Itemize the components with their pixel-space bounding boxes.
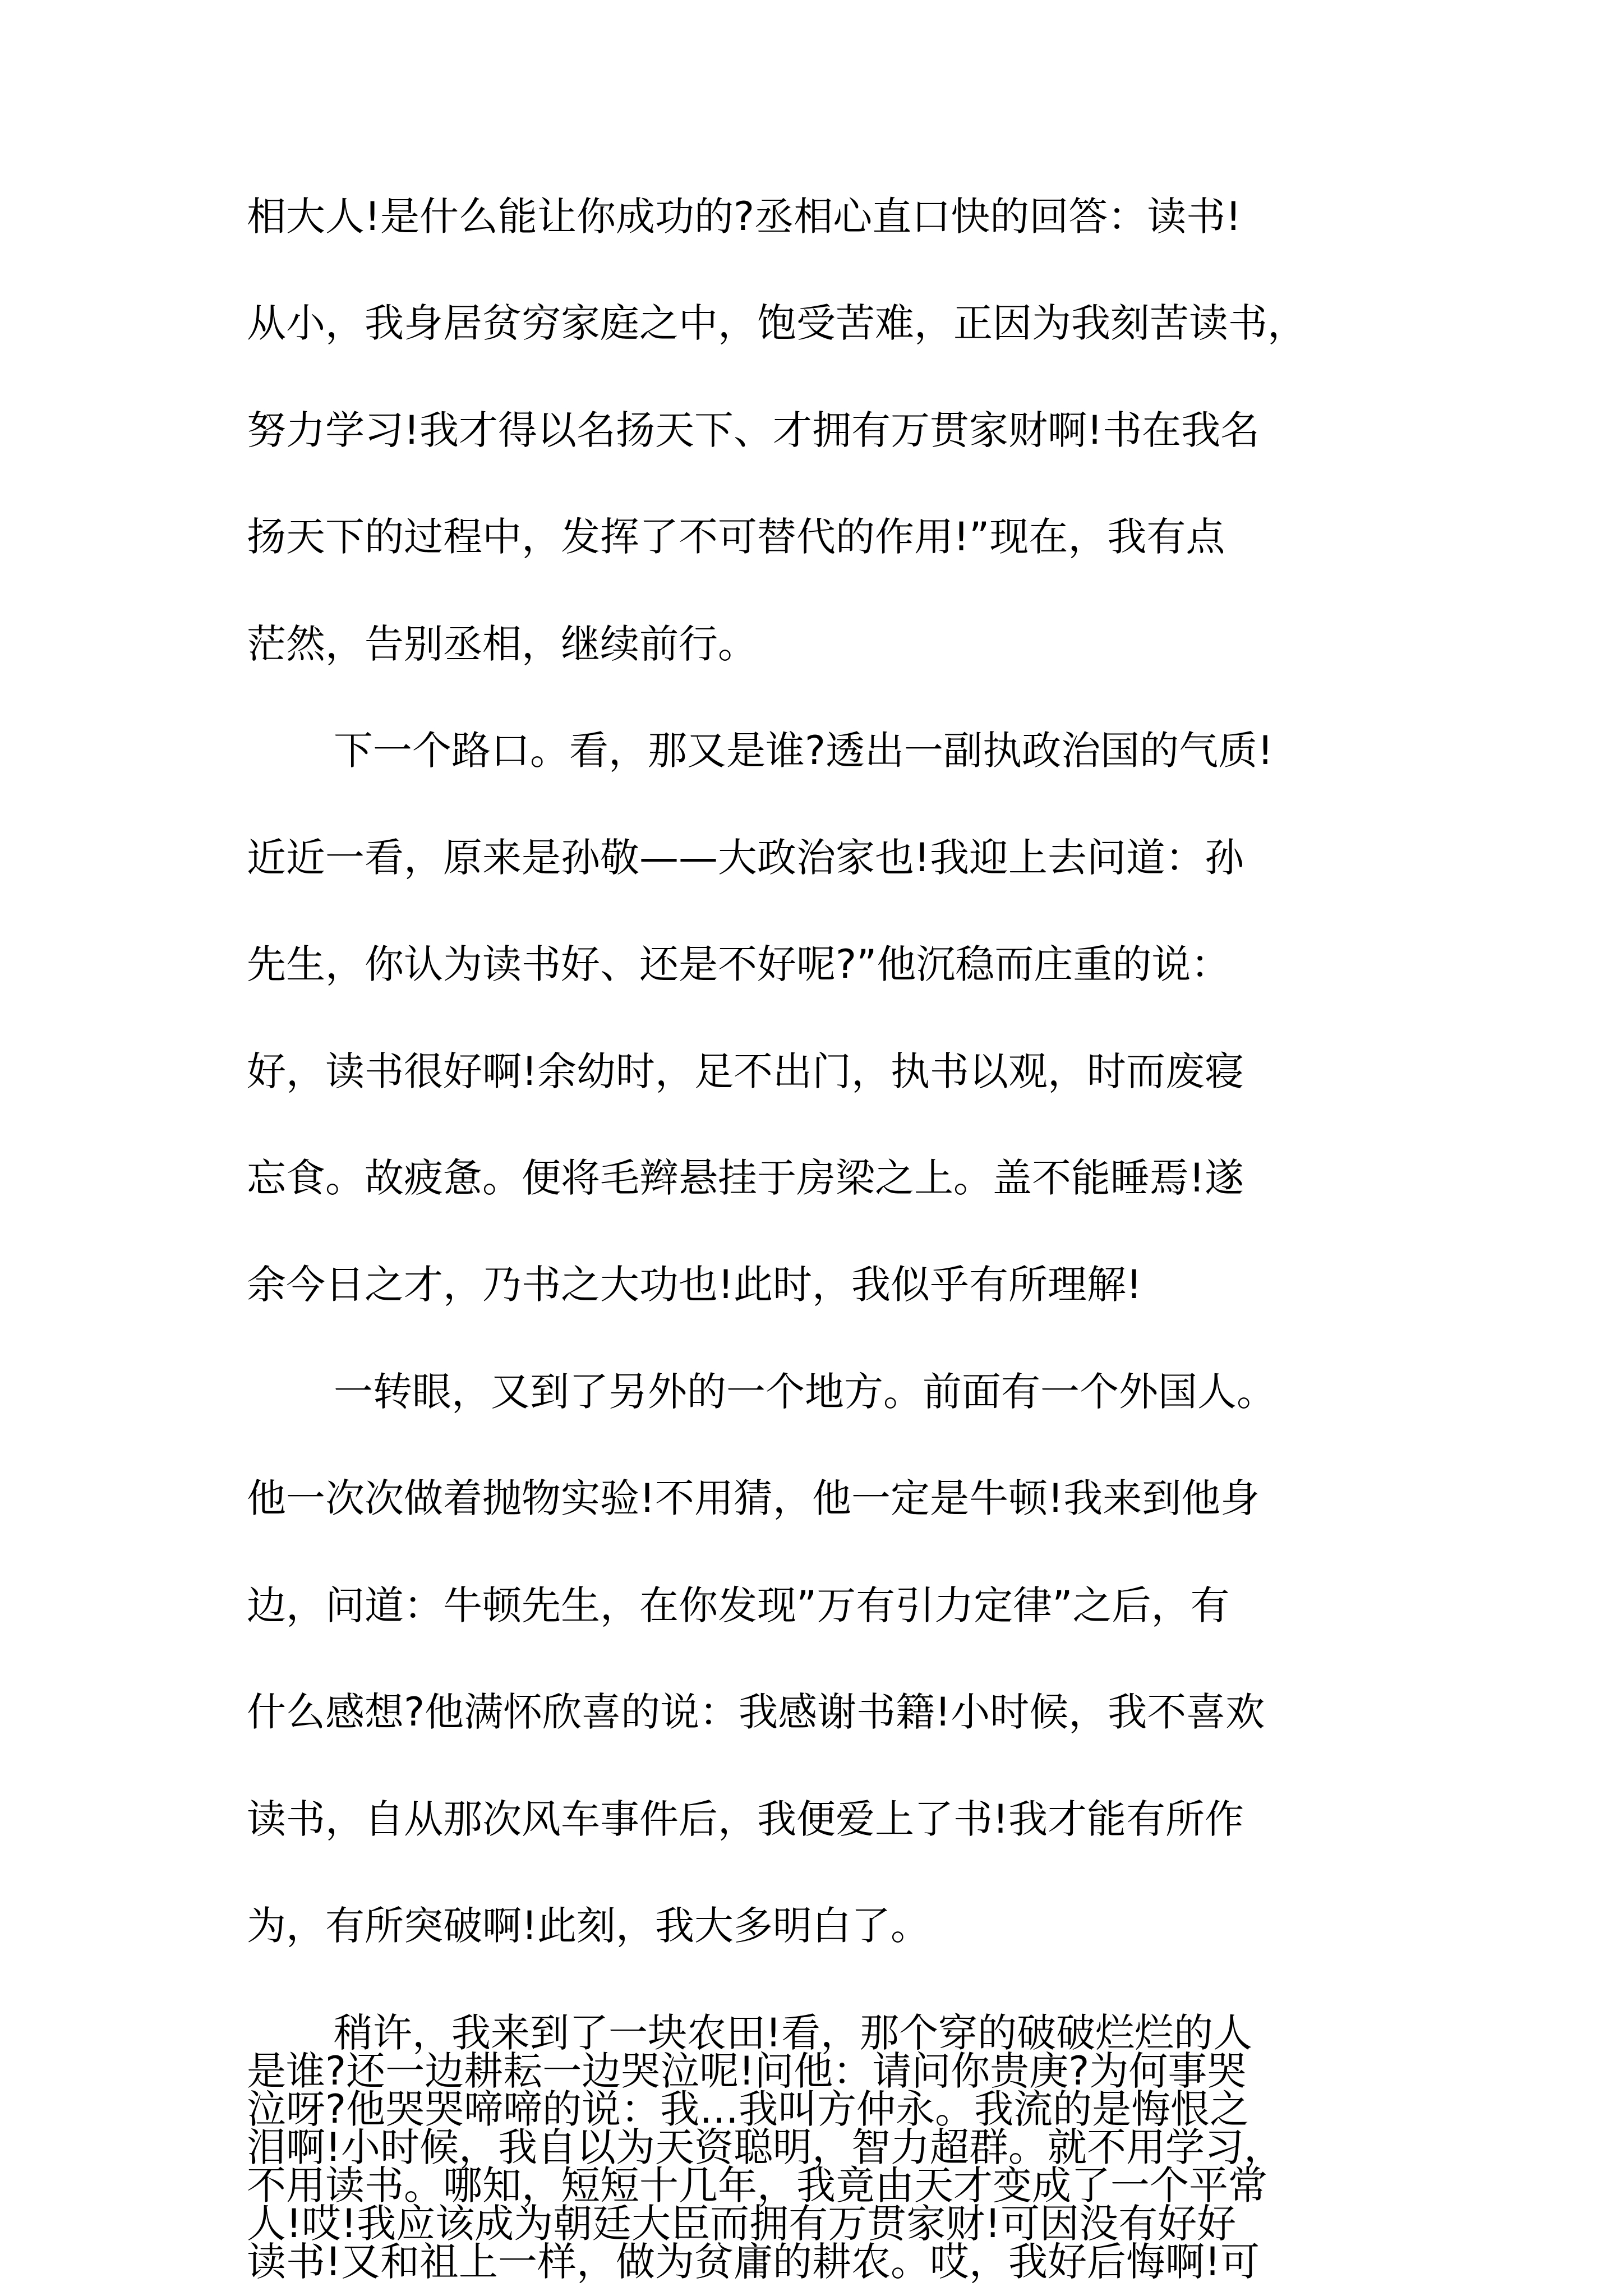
text-line: 近近一看，原来是孙敬——大政治家也!我迎上去问道：孙 xyxy=(247,835,1244,881)
text-line: 他一次次做着抛物实验!不用猜，他一定是牛顿!我来到他身 xyxy=(247,1475,1260,1521)
text-line: 什么感想?他满怀欣喜的说：我感谢书籍!小时候，我不喜欢 xyxy=(247,1689,1265,1735)
text-line: 从小，我身居贫穷家庭之中，饱受苦难，正因为我刻苦读书， xyxy=(247,300,1307,346)
paragraph-first-line: 一转眼，又到了另外的一个地方。前面有一个外国人。 xyxy=(334,1369,1276,1415)
text-line: 泪啊!小时候，我自以为天资聪明，智力超群。就不用学习， xyxy=(247,2124,1284,2170)
text-line: 人!哎!我应该成为朝廷大臣而拥有万贯家财!可因没有好好 xyxy=(247,2201,1237,2247)
text-line: 余今日之才，乃书之大功也!此时，我似乎有所理解! xyxy=(247,1262,1142,1308)
text-line: 忘食。故疲惫。便将毛辫悬挂于房梁之上。盖不能睡焉!遂 xyxy=(247,1155,1244,1201)
paragraph-first-line: 下一个路口。看，那又是谁?透出一副执政治国的气质! xyxy=(334,728,1274,774)
text-line: 扬天下的过程中，发挥了不可替代的作用!”现在，我有点 xyxy=(247,514,1225,560)
text-line: 泣呀?他哭哭啼啼的说：我…我叫方仲永。我流的是悔恨之 xyxy=(247,2086,1249,2132)
text-line: 读书，自从那次风车事件后，我便爱上了书!我才能有所作 xyxy=(247,1796,1244,1842)
text-line: 好，读书很好啊!余幼时，足不出门，执书以观，时而废寝 xyxy=(247,1048,1244,1094)
text-line: 边，问道：牛顿先生，在你发现”万有引力定律”之后，有 xyxy=(247,1582,1230,1628)
text-line: 为，有所突破啊!此刻，我大多明白了。 xyxy=(247,1903,930,1949)
text-line: 茫然，告别丞相，继续前行。 xyxy=(247,621,757,667)
text-line: 读书!又和祖上一样，做为贫庸的耕农。哎，我好后悔啊!可 xyxy=(247,2239,1260,2285)
text-line: 相大人!是什么能让你成功的?丞相心直口快的回答：读书! xyxy=(247,194,1242,240)
text-line: 努力学习!我才得以名扬天下、才拥有万贯家财啊!书在我名 xyxy=(247,407,1260,453)
text-line: 是谁?还一边耕耘一边哭泣呢!问他：请问你贵庚?为何事哭 xyxy=(247,2048,1247,2094)
text-line: 先生，你认为读书好、还是不好呢?”他沉稳而庄重的说： xyxy=(247,941,1230,987)
paragraph-first-line: 稍许，我来到了一块农田!看，那个穿的破破烂烂的人 xyxy=(334,2010,1253,2056)
text-line: 不用读书。哪知，短短十几年，我竟由天才变成了一个平常 xyxy=(247,2162,1267,2208)
